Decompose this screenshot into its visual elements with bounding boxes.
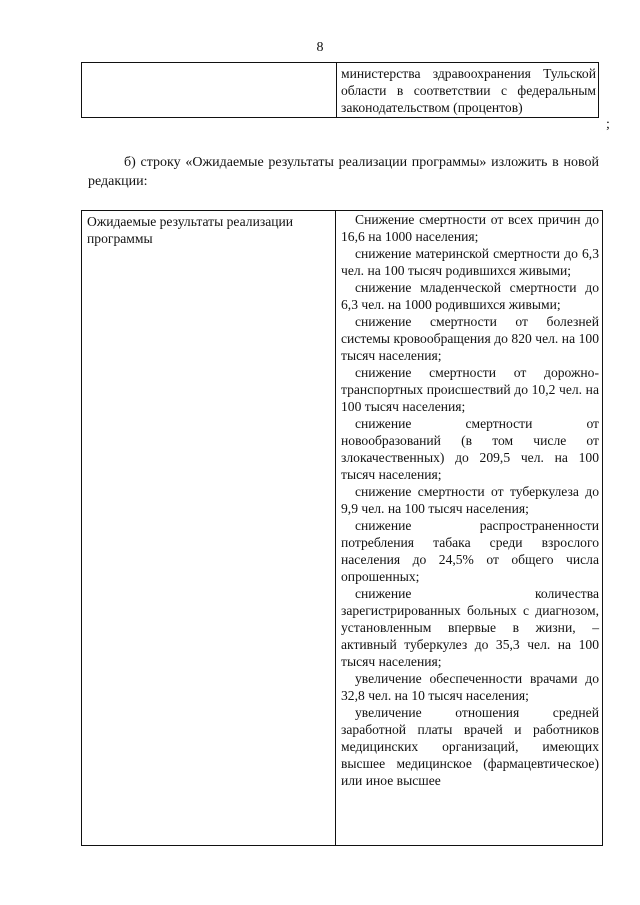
result-item: снижение смертности от новообразований (в том числе от злокачественных) до 209,5 чел. на 100 тысяч населения; <box>341 416 599 482</box>
result-item: снижение распространенности потребления табака среди взрослого населения до 24,5% от общего числа опрошенных; <box>341 518 599 584</box>
result-item: снижение смертности от дорожно-транспортных происшествий до 10,2 чел. на 100 тысяч населения; <box>341 365 599 414</box>
continued-table-left-cell <box>82 63 337 118</box>
expected-results-label-cell: Ожидаемые результаты реализации программы <box>82 211 336 846</box>
table-end-semicolon: ; <box>606 117 610 132</box>
result-item: снижение смертности от туберкулеза до 9,9 чел. на 100 тысяч населения; <box>341 484 599 516</box>
continued-table-right-cell: министерства здравоохранения Тульской области в соответствии с федеральным законодательством (процентов) <box>337 63 599 118</box>
expected-results-items-cell <box>336 211 603 846</box>
result-item: снижение материнской смертности до 6,3 чел. на 100 тысяч родившихся живыми; <box>341 246 599 278</box>
result-item: снижение количества зарегистрированных больных с диагнозом, установленным впервые в жизни, – активный туберкулез до 35,3 чел. на 100 тысяч населения; <box>341 586 599 669</box>
result-item: снижение смертности от болезней системы кровообращения до 820 чел. на 100 тысяч населения; <box>341 314 599 363</box>
result-item: увеличение отношения средней заработной платы врачей и работников медицинских организаций, имеющих высшее медицинское (фармацевтическое) или иное высшее <box>341 705 599 788</box>
result-item: Снижение смертности от всех причин до 16,6 на 1000 населения; <box>341 212 599 244</box>
continued-table <box>81 62 599 118</box>
amendment-paragraph: б) строку «Ожидаемые результаты реализации программы» изложить в новой редакции: <box>88 155 599 189</box>
result-item: увеличение обеспеченности врачами до 32,8 чел. на 10 тысяч населения; <box>341 671 599 703</box>
result-item: снижение младенческой смертности до 6,3 чел. на 1000 родившихся живыми; <box>341 280 599 312</box>
expected-results-table <box>81 210 603 846</box>
page-number: 8 <box>316 40 324 55</box>
